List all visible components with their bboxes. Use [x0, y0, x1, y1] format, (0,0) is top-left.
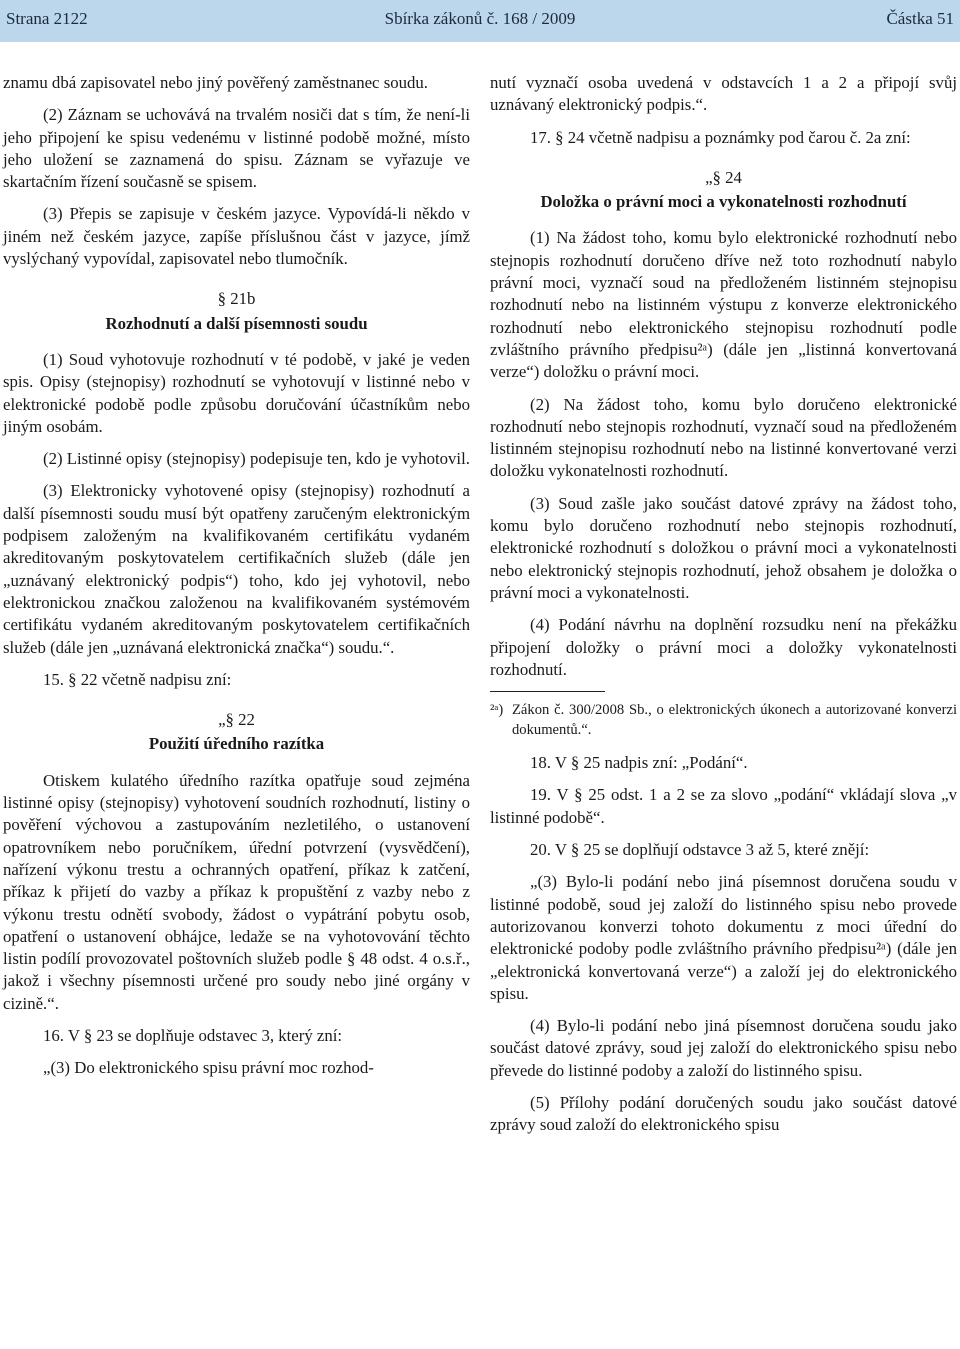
paragraph: (2) Listinné opisy (stejnopisy) podepisuje ten, kdo je vyhotovil.	[43, 449, 470, 469]
paragraph-continued: znamu dbá zapisovatel nebo jiný pověřený zaměstnanec soudu.	[3, 73, 428, 92]
paragraph: (1) Soud vyhotovuje rozhodnutí v té podobě, v jaké je veden spis. Opisy (stejnopisy) rozhodnutí se vyhotovují v listinné nebo v elektronické podobě podle způsobu doručování účastníkům nebo jiným osobám.	[3, 349, 470, 436]
paragraph: (3) Soud zašle jako součást datové zprávy na žádost toho, komu bylo doručeno rozhodnutí nebo stejnopis rozhodnutí, elektronické rozhodnutí s doložkou o právní moci a vykonatelnosti nebo elektronický stejnopis rozhodnutí, jehož obsahem je doložka o právní moci a vykonatelnosti.	[490, 493, 957, 602]
section-heading: Použití úředního razítka	[148, 734, 325, 754]
page-header	[0, 0, 960, 42]
paragraph: 16. V § 23 se doplňuje odstavec 3, který zní:	[43, 1025, 343, 1045]
section-number: „§ 22	[218, 710, 255, 730]
section-heading: Rozhodnutí a další písemnosti soudu	[105, 313, 368, 333]
footnote-text: Zákon č. 300/2008 Sb., o elektronických úkonech a autorizované konverzi dokumentů.“.	[512, 702, 957, 739]
paragraph: 18. V § 25 nadpis zní: „Podání“.	[530, 753, 748, 773]
right-column	[490, 72, 957, 1147]
paragraph: (5) Přílohy podání doručených soudu jako součást datové zprávy soud založí do elektronického spisu	[490, 1092, 957, 1135]
page-number: Strana 2122	[6, 9, 88, 28]
paragraph: „(3) Bylo-li podání nebo jiná písemnost doručena soudu v listinné podobě, soud jej založí do listinného spisu nebo provede autorizovanou konverzi tohoto dokumentu z moci úřední do elektronické podoby podle zvláštního právního předpisu²ᵃ) (dále jen „elektronická konvertovaná verze“) a založí jej do elektronického spisu.	[490, 872, 957, 1003]
paragraph: 19. V § 25 odst. 1 a 2 se za slovo „podání“ vkládají slova „v listinné podobě“.	[490, 785, 957, 827]
collection-title: Sbírka zákonů č. 168 / 2009	[384, 9, 576, 28]
paragraph: (4) Podání návrhu na doplnění rozsudku není na překážku připojení doložky o právní moci a doložky vykonatelnosti rozhodnutí.	[490, 615, 957, 679]
paragraph: „(3) Do elektronického spisu právní moc rozhod-	[43, 1058, 374, 1078]
paragraph: (3) Přepis se zapisuje v českém jazyce. Vypovídá-li někdo v jiném než českém jazyce, zapíše příslušnou část v jazyce, jímž vyslýchaný vypovídal, zapisovatel nebo tlumočník.	[3, 204, 470, 269]
paragraph-continued: nutí vyznačí osoba uvedená v odstavcích 1 a 2 a připojí svůj uznávaný elektronický podpis.“.	[490, 73, 957, 115]
footnote-rule	[490, 691, 605, 692]
paragraph: 20. V § 25 se doplňují odstavce 3 až 5, které znějí:	[530, 840, 870, 860]
part-number: Částka 51	[886, 9, 954, 28]
footnote-separator	[490, 691, 957, 692]
footnote	[490, 700, 957, 740]
section-heading: Doložka o právní moci a vykonatelnosti rozhodnutí	[540, 192, 907, 212]
left-column	[3, 72, 470, 1090]
paragraph: (1) Na žádost toho, komu bylo elektronické rozhodnutí nebo stejnopis rozhodnutí doručeno dříve než toto rozhodnutí nabylo právní moci, vyznačí soud na předloženém listinném stejnopisu rozhodnutí nebo na listinném výstupu z konverze elektronického rozhodnutí nebo elektronického stejnopisu rozhodnutí podle zvláštního právního předpisu²ᵃ) (dále jen „listinná konvertovaná verze“) doložku o právní moci.	[490, 228, 957, 382]
paragraph: (2) Záznam se uchovává na trvalém nosiči dat s tím, že není-li jeho připojení ke spisu vedenému v listinné podobě možné, místo jeho uložení se zaznamená do spisu. Záznam se vyřazuje ve skartačním řízení současně se spisem.	[3, 105, 470, 192]
paragraph: 17. § 24 včetně nadpisu a poznámky pod čarou č. 2a zní:	[530, 127, 911, 147]
footnote-mark: ²ᵃ)	[490, 702, 504, 719]
paragraph: (4) Bylo-li podání nebo jiná písemnost doručena soudu jako součást datové zprávy, soud jej založí do elektronického spisu nebo převede do listinné podoby a založí do listinného spisu.	[490, 1016, 957, 1080]
paragraph: 15. § 22 včetně nadpisu zní:	[43, 669, 232, 689]
section-number: § 21b	[217, 289, 256, 309]
paragraph: (3) Elektronicky vyhotovené opisy (stejnopisy) rozhodnutí a další písemnosti soudu musí být opatřeny zaručeným elektronickým podpisem založeným na kvalifikovaném certifikátu vydaném akreditovaným poskytovatelem certifikačních služeb (dále jen „uznávaný elektronický podpis“) toho, kdo jej vyhotovil, nebo elektronickou značkou založenou na kvalifikovaném systémovém certifikátu vydaném akreditovaným poskytovatelem certifikačních služeb (dále jen „uznávaná elektronická značka“) soudu.“.	[3, 481, 470, 657]
section-number: „§ 24	[705, 167, 742, 187]
paragraph: (2) Na žádost toho, komu bylo doručeno elektronické rozhodnutí nebo stejnopis rozhodnutí, vyznačí soud na předloženém listinném stejnopisu rozhodnutí nebo na listinné konvertované verzi doložku vykonatelnosti rozhodnutí.	[490, 394, 957, 481]
paragraph: Otiskem kulatého úředního razítka opatřuje soud zejména listinné opisy (stejnopisy) vyhotovení soudních rozhodnutí, listiny o pověření výchovou a zastupováním nezletilého, o ustanovení opatrovníkem nebo poručníkem, úřední potvrzení (vysvědčení), nařízení výkonu trestu a ochranných opatření, příkaz k zatčení, příkaz k přijetí do vazby a příkaz k propuštění z vazby nebo z výkonu trestu odnětí svobody, žádost o vypátrání pobytu osob, opatření o ustanovení obhájce, ledaže se na vyhotovování těchto listin podílí provozovatel poštovních služeb podle § 48 odst. 4 o.s.ř., jakož i všechny písemnosti určené pro soudy nebo jiné orgány v cizině.“.	[3, 770, 470, 1013]
